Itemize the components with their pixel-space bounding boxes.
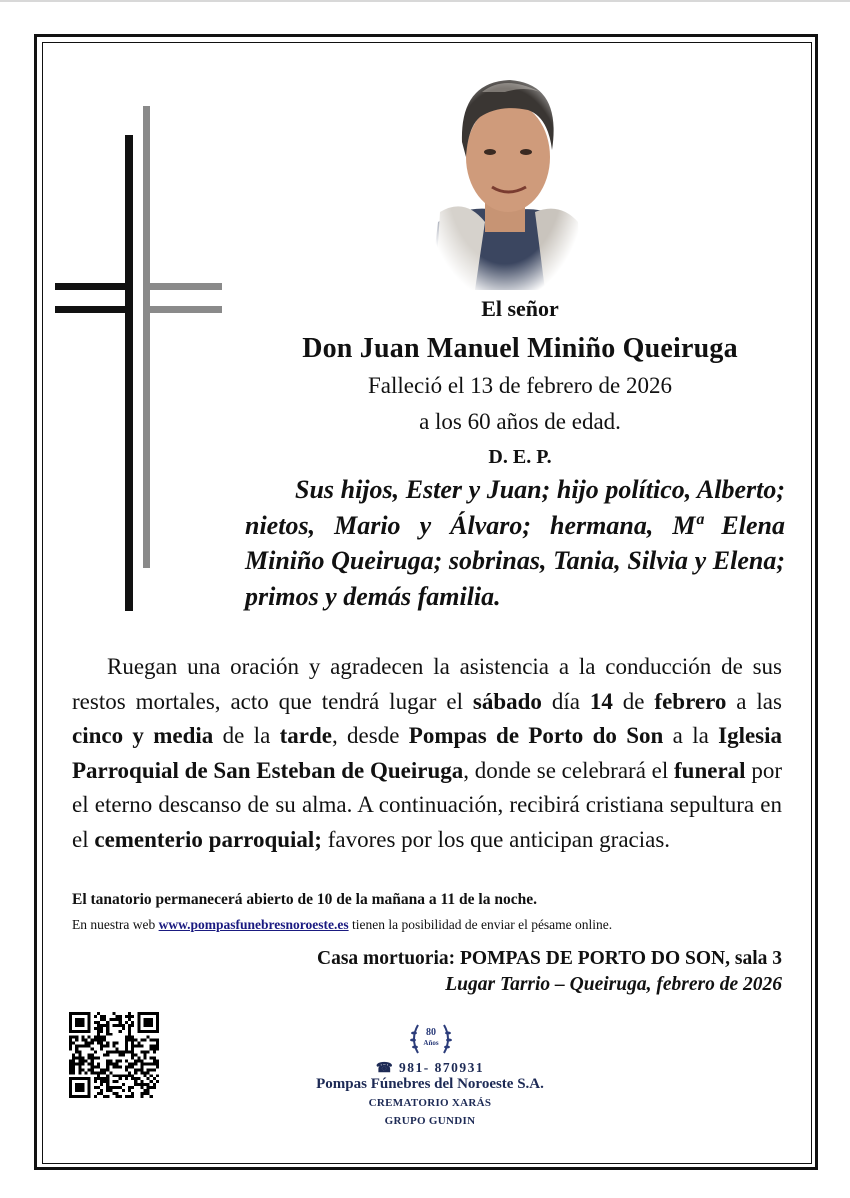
body-text: a la [663, 723, 719, 748]
body-bold: Iglesia Parroquial de San Esteban de Queiruga [72, 723, 783, 783]
funeral-home-line [317, 948, 782, 970]
body-text: , donde se celebrará el [463, 757, 675, 783]
body-bold: sábado [472, 688, 542, 714]
cross-grey-vertical [143, 106, 150, 568]
deceased-name: Don Juan Manuel Miniño Queiruga [302, 333, 738, 364]
cross-grey-bar-bottom [143, 306, 222, 313]
body-text: de [612, 688, 655, 714]
ceremony-paragraph [72, 650, 782, 857]
body-text: de la [213, 723, 280, 748]
portrait-photo [430, 62, 580, 290]
phone-icon: ☎ [375, 1060, 400, 1075]
phone-line [280, 1060, 580, 1076]
web-notice [72, 917, 612, 933]
body-text: día [541, 688, 590, 714]
anniversary-logo-icon [408, 1017, 454, 1061]
body-text: a las [726, 688, 782, 714]
body-bold: tarde [279, 723, 332, 748]
body-text: por el eterno descanso de su alma. A continuación, recibirá cristiana sepultura en el [72, 757, 782, 852]
web-text: tienen la posibilidad de enviar el pésame online. [348, 917, 613, 932]
body-text: , desde [331, 723, 409, 748]
company-name: Pompas Fúnebres del Noroeste S.A. [316, 1076, 544, 1092]
body-bold: 14 [589, 688, 613, 714]
qr-code[interactable] [69, 1012, 159, 1098]
funeral-home-label: Casa mortuoria: [317, 948, 460, 969]
body-bold: cinco y media [72, 723, 214, 748]
funeral-home-room: , sala 3 [725, 948, 782, 969]
body-text: Ruegan una oración y agradecen la asistencia a la conducción de sus restos mortales, acto que tendrá lugar el [72, 654, 782, 714]
honorific-label: El señor [481, 296, 559, 321]
body-bold: cementerio parroquial; [94, 826, 322, 852]
body-bold: febrero [654, 688, 727, 714]
age-at-death: a los 60 años de edad. [419, 409, 621, 434]
family-text: Sus hijos, Ester y Juan; hijo político, Alberto; nietos, Mario y Álvaro; hermana, Mª Elena Miniño Queiruga; sobrinas, Tania, Silvia y Elena; primos y demás familia. [245, 475, 785, 611]
body-bold: Pompas de Porto do Son [408, 723, 664, 748]
web-text: En nuestra web [72, 917, 159, 932]
rip-label: D. E. P. [488, 446, 552, 468]
funeral-home-name: POMPAS DE PORTO DO SON [460, 948, 726, 969]
svg-text:80: 80 [426, 1027, 436, 1038]
crematorium-name: CREMATORIO XARÁS [368, 1097, 492, 1109]
cross-black-bar-top [55, 283, 133, 290]
group-name: GRUPO GUNDIN [384, 1115, 476, 1127]
tanatorio-hours: El tanatorio permanecerá abierto de 10 de la mañana a 11 de la noche. [72, 891, 537, 908]
svg-text:Años: Años [423, 1039, 439, 1047]
body-text: favores por los que anticipan gracias. [321, 826, 671, 852]
phone-number: 981- 870931 [399, 1060, 485, 1075]
body-bold: funeral [674, 757, 746, 783]
cross-black-vertical [125, 135, 133, 611]
top-divider [0, 0, 850, 2]
cross-black-bar-bottom [55, 306, 133, 313]
website-link[interactable]: www.pompasfunebresnoroeste.es [158, 917, 349, 932]
cross-grey-bar-top [143, 283, 222, 290]
death-date: Falleció el 13 de febrero de 2026 [368, 373, 672, 398]
place-date: Lugar Tarrio – Queiruga, febrero de 2026 [445, 974, 782, 995]
family-list [245, 472, 785, 614]
